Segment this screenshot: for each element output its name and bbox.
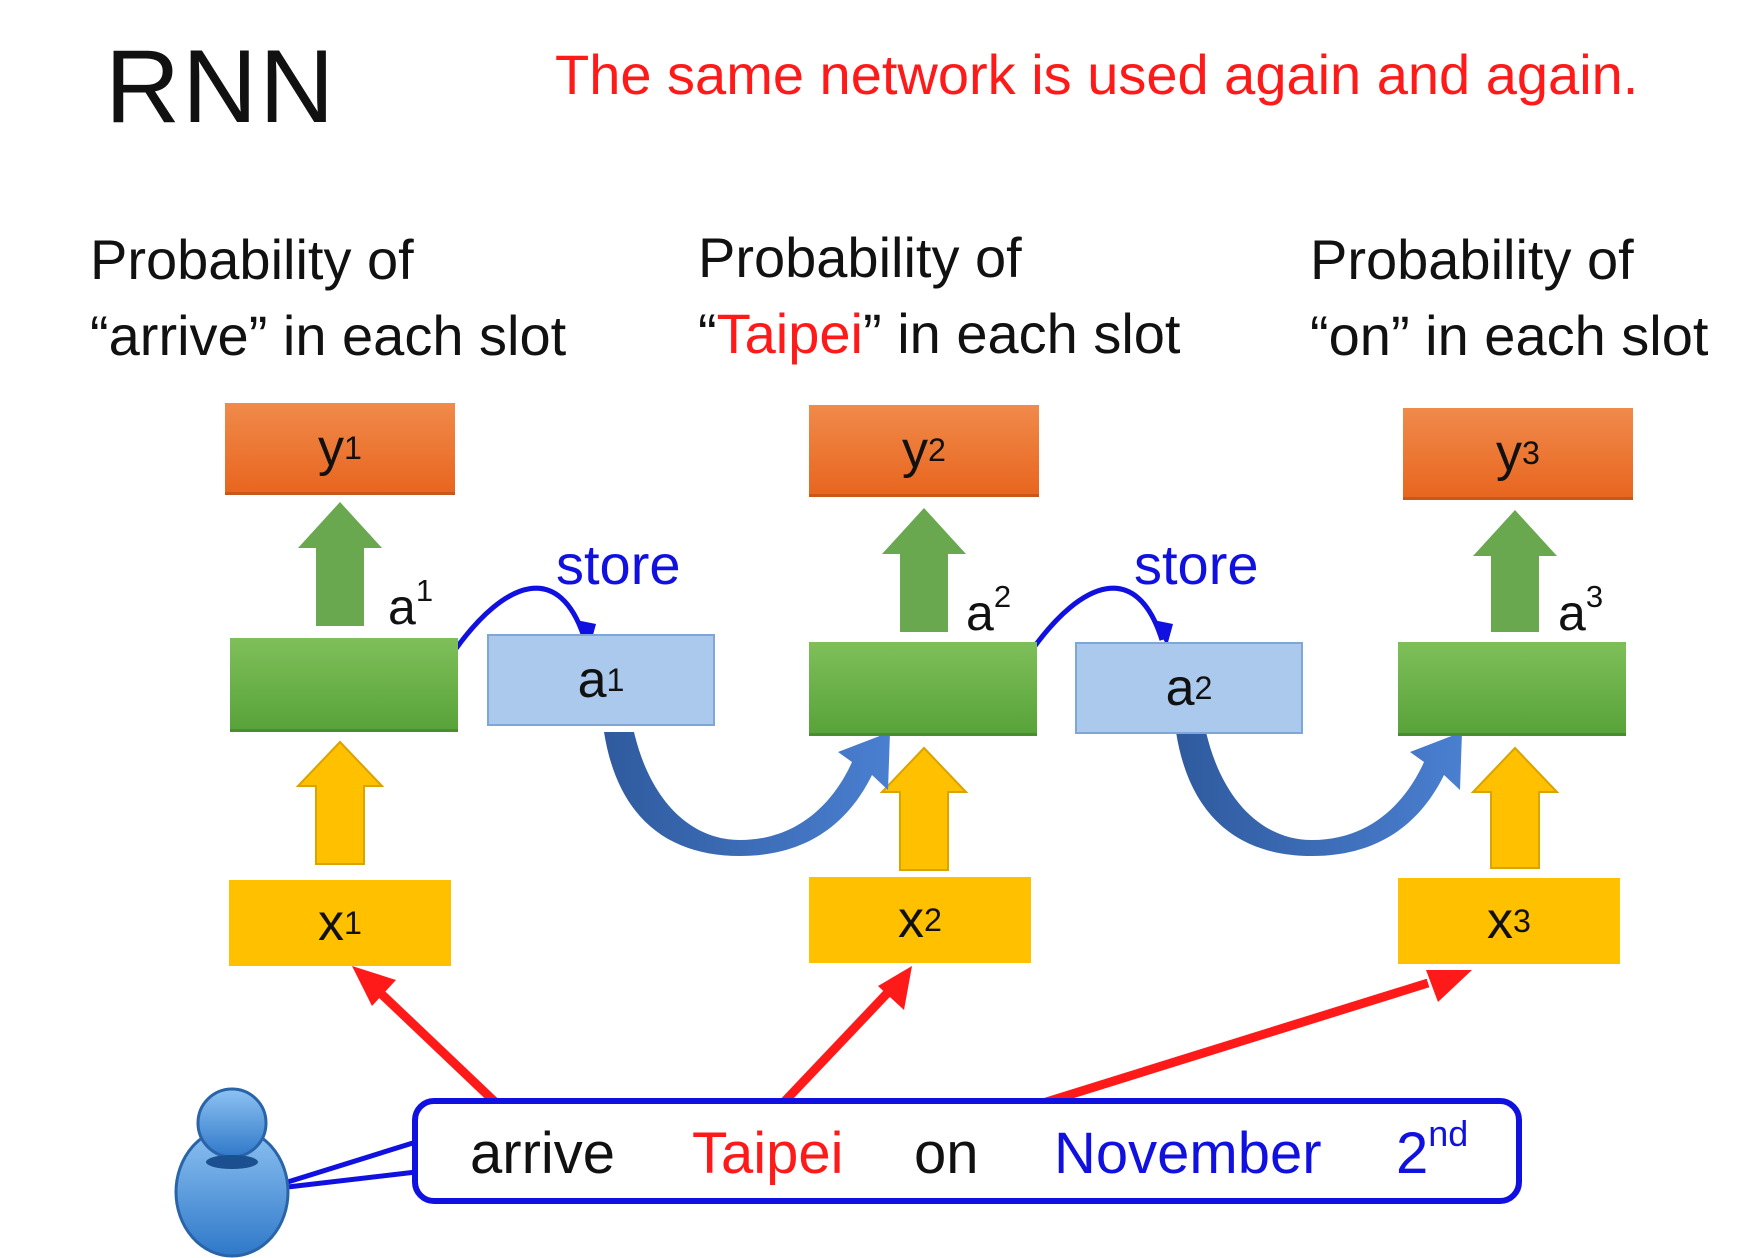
prob-word: Taipei [716,302,863,365]
input-base: x [1487,892,1514,950]
hidden-label-sup: 3 [1585,578,1604,614]
sentence-word-arrive: arrive [470,1121,616,1186]
memory-box-2: a 2 [1075,642,1303,734]
prob-line1: Probability of [1310,228,1634,291]
output-base: y [902,420,929,479]
subtitle: The same network is used again and again. [555,43,1639,106]
prob-word: on [1328,304,1391,367]
output-base: y [318,418,345,477]
memory-base: a [1165,659,1195,717]
recurrent-arrow-1 [604,732,890,856]
red-arrowhead-3 [1426,970,1472,1002]
user-icon [176,1089,288,1256]
sentence-word-on: on [914,1121,979,1186]
hidden-label-base: a [388,579,416,635]
input-box-2: x 2 [809,877,1031,963]
sentence-word-2nd [1396,1113,1469,1187]
memory-box-1: a 1 [487,634,715,726]
hidden-label-sup: 2 [993,578,1012,614]
green-up-arrow-3 [1473,510,1557,632]
sentence-word-november: November [1054,1121,1322,1186]
prob-quote-close: ” in each slot [248,304,567,367]
yellow-up-arrow-3 [1473,748,1557,868]
store-label-2: store [1134,533,1259,596]
store-arrow-2 [1032,588,1162,650]
green-up-arrow-1 [298,502,382,626]
page-title: RNN [105,29,337,145]
store-label-1: store [556,533,681,596]
hidden-box-1 [230,638,458,732]
sentence-word-taipei: Taipei [692,1121,844,1186]
last-base: 2 [1396,1121,1429,1186]
prob-word: arrive [108,304,249,367]
input-box-1: x 1 [229,880,451,966]
prob-quote-close: ” in each slot [1390,304,1709,367]
prob-quote-close: ” in each slot [862,302,1181,365]
hidden-label-2 [966,578,1012,642]
green-up-arrow-2 [882,508,966,632]
hidden-box-3 [1398,642,1626,736]
hidden-label-3 [1558,578,1604,642]
prob-quote-open: “ [1310,304,1329,367]
hidden-label-1 [388,572,434,636]
prob-quote-open: “ [698,302,717,365]
input-base: x [898,891,925,949]
output-box-2: y 2 [809,405,1039,497]
last-sup: nd [1428,1113,1469,1155]
prob-line1: Probability of [698,226,1022,289]
hidden-label-sup: 1 [415,572,434,608]
output-base: y [1496,423,1523,482]
memory-base: a [577,651,607,709]
hidden-box-2 [809,642,1037,736]
prob-quote-open: “ [90,304,109,367]
output-box-1: y 1 [225,403,455,495]
input-box-3: x 3 [1398,878,1620,964]
prob-line1: Probability of [90,228,414,291]
input-base: x [318,894,345,952]
yellow-up-arrow-2 [882,748,966,870]
yellow-up-arrow-1 [298,742,382,864]
recurrent-arrow-2 [1176,732,1462,856]
output-box-3: y 3 [1403,408,1633,500]
hidden-label-base: a [966,585,994,641]
hidden-label-base: a [1558,585,1586,641]
